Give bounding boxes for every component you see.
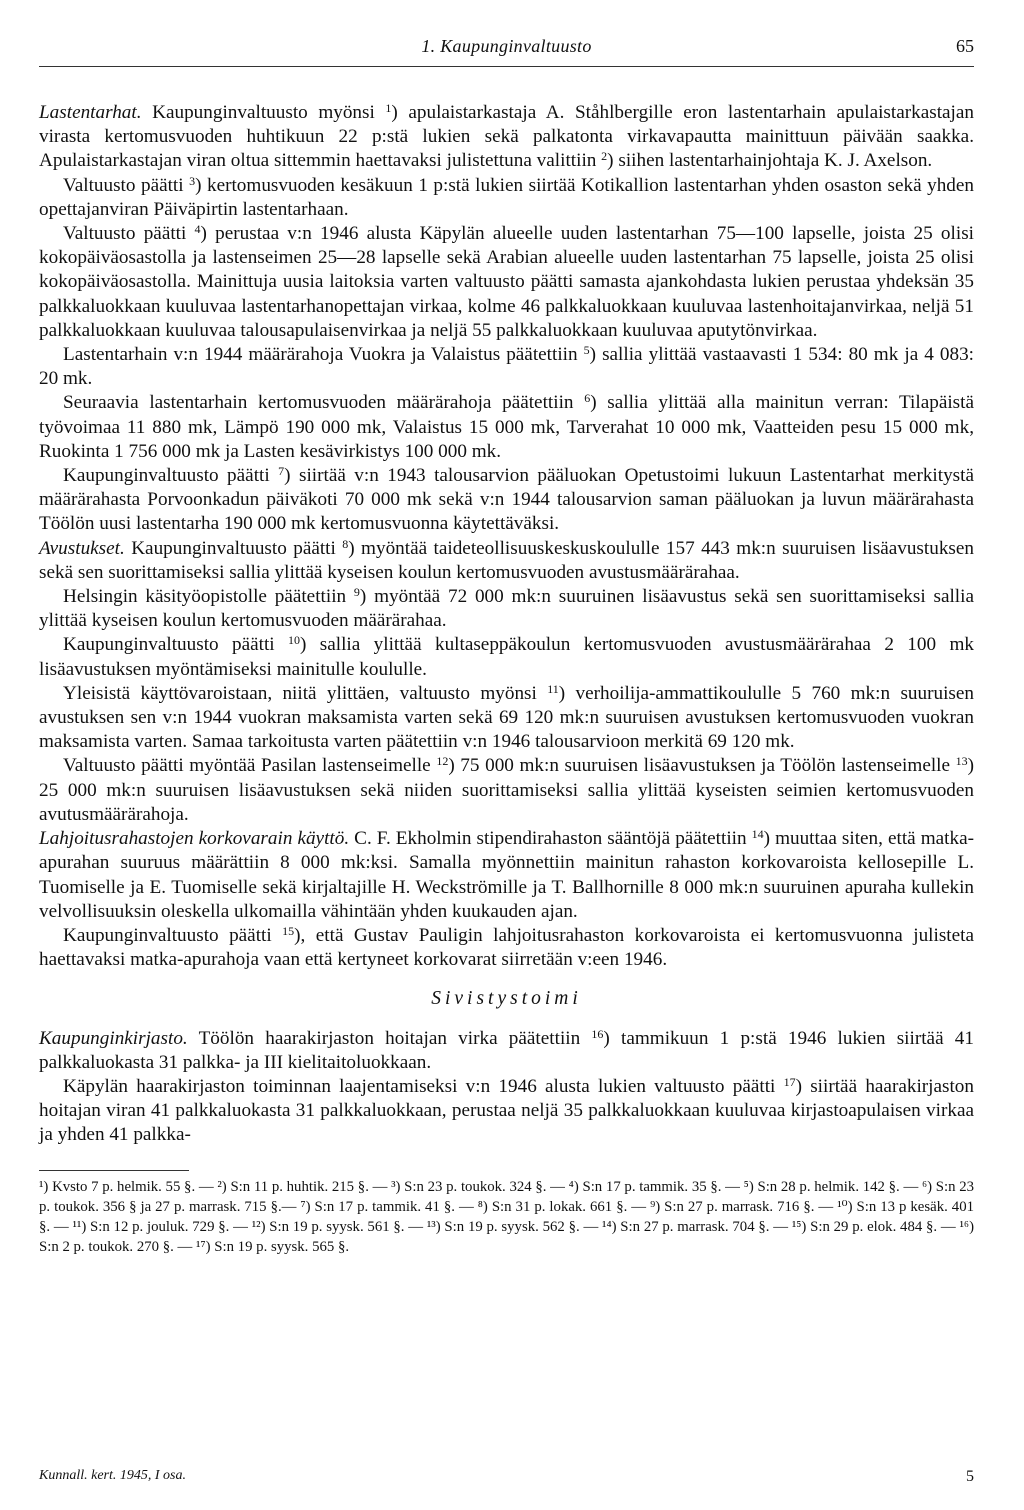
paragraph-text: ) perustaa v:n 1946 alusta Käpylän alueelle uuden lastentarhan 75—100 lapselle, joista 25 olisi kokopäiväosastolla ja lastenseimen 25—28 lapselle sekä Arabian alueelle uuden lastentarhan 75 lapselle, joista 25 olisi kokopäiväosastolla. Mainittuja uusia laitoksia varten valtuusto päätti samasta ajankohdasta lukien perustaa yhdeksän 35 palkkaluokkaan kuuluvaa lastentarhanopettajan virkaa, kolme 46 palkkaluokkaan kuuluvaa lastenhoitajanvirkaa, neljä 51 palkkaluokkaan kuuluvaa talousapulaisenvirkaa ja neljä 55 palkkaluokkaan kuuluvaa aputytönvirkaa.: [39, 223, 974, 341]
footnote-marker: 16: [591, 1026, 604, 1041]
paragraph: [39, 682, 974, 755]
paragraph-lead: Lastentarhat.: [39, 102, 142, 123]
footnote-marker: 3: [189, 173, 196, 188]
paragraph-text: ) 25 000 mk:n suuruisen lisäavustuksen sekä niiden suorittamiseksi sallia ylittää kyseisten seimien kertomusvuoden avutusmäärärahoja.: [39, 755, 975, 825]
paragraph-text: Kaupunginvaltuusto päätti: [63, 924, 283, 946]
section-heading: Sivistystoimi: [431, 988, 582, 1010]
paragraph-text: ) 75 000 mk:n suuruisen lisäavustuksen ja Töölön lastenseimelle: [448, 755, 956, 777]
document-page: [39, 30, 974, 1257]
footnote-marker: 14: [751, 827, 764, 842]
paragraph-text: Valtuusto päätti myöntää Pasilan lastenseimelle: [63, 755, 437, 777]
running-title: 1. Kaupunginvaltuusto: [421, 36, 592, 56]
paragraph-lead: Lahjoitusrahastojen korkovarain käyttö.: [39, 828, 350, 850]
paragraph: [39, 537, 974, 585]
paragraph: [39, 464, 974, 537]
paragraph-text: ) verhoilija-ammattikoululle 5 760 mk:n suuruisen avustuksen sen v:n 1944 vuokran maksamista varten sekä 69 120 mk:n suuruisen avustuksen kertomusvuoden vuokran maksamista varten. Samaa tarkoitusta varten päätettiin v:n 1946 talousarvioon merkitä 69 120 mk.: [39, 682, 974, 753]
footnote-marker: 12: [436, 754, 449, 769]
paragraph-text: Kaupunginvaltuusto päätti: [124, 537, 343, 559]
footer-sheet-number: 5: [966, 1468, 974, 1485]
paragraph: [39, 633, 974, 681]
paragraph: [39, 101, 974, 174]
paragraph-text: Seuraavia lastentarhain kertomusvuoden määrärahoja päätettiin: [63, 392, 585, 414]
footnote-marker: 17: [783, 1074, 796, 1089]
footnote-marker: 2: [601, 149, 608, 164]
footnotes: ¹) Kvsto 7 p. helmik. 55 §. — ²) S:n 11 p. huhtik. 215 §. — ³) S:n 23 p. toukok. 324 §. — ⁴) S:n 17 p. tammik. 35 §. — ⁵) S:n 28 p. helmik. 142 §. — ⁶) S:n 23 p. toukok. 356 § ja 27 p. marrask. 715 §.— ⁷) S:n 17 p. tammik. 41 §. — ⁸) S:n 31 p. lokak. 661 §. — ⁹) S:n 27 p. marrask. 716 §. — ¹⁰) S:n 13 p kesäk. 401 §. — ¹¹) S:n 12 p. jouluk. 729 §. — ¹²) S:n 19 p. syysk. 561 §. — ¹³) S:n 19 p. syysk. 562 §. — ¹⁴) S:n 27 p. marrask. 704 §. — ¹⁵) S:n 29 p. elok. 484 §. — ¹⁶) S:n 2 p. toukok. 270 §. — ¹⁷) S:n 19 p. syysk. 565 §.: [39, 1178, 974, 1255]
paragraph-list: [39, 101, 974, 972]
footnote-rule: [39, 1170, 189, 1171]
paragraph-text: ) siirtää v:n 1943 talousarvion pääluokan Opetustoimi lukuun Lastentarhat merkitystä määrärahasta Porvoonkadun päiväkoti 70 000 mk sekä v:n 1944 talousarvion saman pääluokan ja luvun määrärahasta Töölön uusi lastentarha 190 000 mk kertomusvuonna käytettäväksi.: [39, 465, 974, 535]
paragraph-text: ) muuttaa siten, että matka-apurahan suuruus määrättiin 8 000 mk:ksi. Samalla myönnettiin mainitun rahaston korkovaroista kellosepille L. Tuomiselle ja E. Tuomiselle sekä kirjaltajille H. Weckströmille ja T. Ballhornille 8 000 mk:n suuruinen apuraha kullekin velvollisuuksin oleskella ulkomailla vähintään yhden kuukauden ajan.: [39, 828, 974, 922]
paragraph: [39, 222, 974, 343]
footnote-marker: 6: [584, 391, 591, 406]
body-text: [39, 101, 974, 1148]
footnote-marker: 13: [955, 754, 968, 769]
paragraph-text: ) sallia ylittää kultaseppäkoulun kertomusvuoden avustusmäärärahaa 2 100 mk lisäavustuksen myöntämiseksi mainitulle koululle.: [39, 634, 974, 680]
paragraph: [39, 827, 974, 924]
paragraph-text: Kaupunginvaltuusto myönsi: [141, 102, 386, 123]
paragraph-text: ) kertomusvuoden kesäkuun 1 p:stä lukien siirtää Kotikallion lastentarhan yhden osaston sekä yhden opettajanviran Päiväpirtin lastentarhaan.: [39, 174, 974, 220]
footnote-marker: 7: [278, 464, 285, 479]
paragraph-text: ) apulaistarkastaja A. Ståhlbergille eron lastentarhain apulaistarkastajan virasta kertomusvuoden huhtikuun 22 p:stä lukien sekä palkatonta virkavapautta mainittuun päivään saakka. Apulaistarkastajan viran oltua sittemmin haettavaksi julistettuna valittiin: [39, 102, 974, 172]
paragraph: [39, 924, 974, 972]
footer-source: Kunnall. kert. 1945, I osa.: [39, 1468, 186, 1483]
paragraph-lead: Avustukset.: [39, 537, 125, 559]
paragraph-text: C. F. Ekholmin stipendirahaston sääntöjä päätettiin: [349, 828, 752, 850]
paragraph-text: ) siihen lastentarhainjohtaja K. J. Axelson.: [607, 150, 933, 172]
footnote-marker: 15: [282, 923, 295, 938]
paragraph-text: Kaupunginvaltuusto päätti: [63, 465, 279, 487]
paragraph-text: Helsingin käsityöopistolle päätettiin: [63, 586, 354, 608]
paragraph: [39, 174, 974, 222]
footnote-marker: 4: [194, 222, 201, 237]
paragraph-text: ) sallia ylittää vastaavasti 1 534: 80 mk ja 4 083: 20 mk.: [39, 344, 974, 390]
paragraph-text: ) myöntää 72 000 mk:n suuruinen lisäavustus sekä sen suorittamiseksi sallia ylittää kyseisen koulun kertomusvuoden määrärahaa.: [39, 586, 974, 632]
paragraph: [39, 391, 974, 464]
footnote-marker: 8: [342, 536, 349, 551]
paragraph-text: Käpylän haarakirjaston toiminnan laajentamiseksi v:n 1946 alusta lukien valtuusto päätti: [63, 1075, 784, 1097]
paragraph-text: Valtuusto päätti: [63, 174, 190, 196]
paragraph-text: Kaupunginvaltuusto päätti: [63, 634, 288, 656]
paragraph-text: Yleisistä käyttövaroistaan, niitä ylittäen, valtuusto myönsi: [63, 682, 548, 704]
paragraph-text: Lastentarhain v:n 1944 määrärahoja Vuokra ja Valaistus päätettiin: [63, 344, 584, 366]
paragraph-text: ), että Gustav Pauligin lahjoitusrahaston korkovaroista ei kertomusvuonna julisteta haettavaksi matka-apurahoja vaan että kertyneet korkovarat siirretään v:een 1946.: [39, 924, 974, 971]
page-footer: [39, 1468, 974, 1484]
paragraph: [39, 585, 974, 633]
paragraph-text: ) sallia ylittää alla mainitun verran: Tilapäistä työvoimaa 11 880 mk, Lämpö 190 000 mk, Valaistus 15 000 mk, Tarverahat 10 000 mk, Vaatteiden pesu 15 000 mk, Ruokinta 1 756 000 mk ja Lasten kesävirkistys 100 000 mk.: [39, 392, 974, 462]
paragraph-list-2: [39, 1027, 974, 1148]
page-number: 65: [956, 36, 974, 56]
running-header: [39, 30, 974, 67]
paragraph-text: ) siirtää haarakirjaston hoitajan viran 41 palkkaluokasta 31 palkkaluokkaan, perustaa neljä 35 palkkaluokkaan kuuluvaa kirjastoapulaisen virkaa ja yhden 41 palkka-: [39, 1075, 974, 1146]
paragraph: [39, 343, 974, 391]
footnote-marker: 10: [288, 633, 300, 648]
footnote-marker: 1: [385, 101, 392, 115]
paragraph-text: ) myöntää taideteollisuuskeskuskoululle 157 443 mk:n suuruisen lisäavustuksen sekä sen suorittamiseksi sallia ylittää kyseisen koulun kertomusvuoden avustusmäärärahaa.: [39, 537, 974, 583]
paragraph-text: ) tammikuun 1 p:stä 1946 lukien siirtää 41 palkkaluokasta 31 palkka- ja III kielitaitoluokkaan.: [39, 1027, 974, 1073]
footnote-marker: 9: [353, 585, 360, 600]
footnote-marker: 11: [547, 681, 559, 696]
paragraph: [39, 754, 974, 827]
footnote-marker: 5: [583, 343, 590, 358]
paragraph-text: Töölön haarakirjaston hoitajan virka päätettiin: [187, 1027, 592, 1049]
paragraph: [39, 1075, 974, 1148]
paragraph: [39, 1027, 974, 1075]
paragraph-lead: Kaupunginkirjasto.: [39, 1027, 188, 1049]
paragraph-text: Valtuusto päätti: [63, 223, 195, 245]
